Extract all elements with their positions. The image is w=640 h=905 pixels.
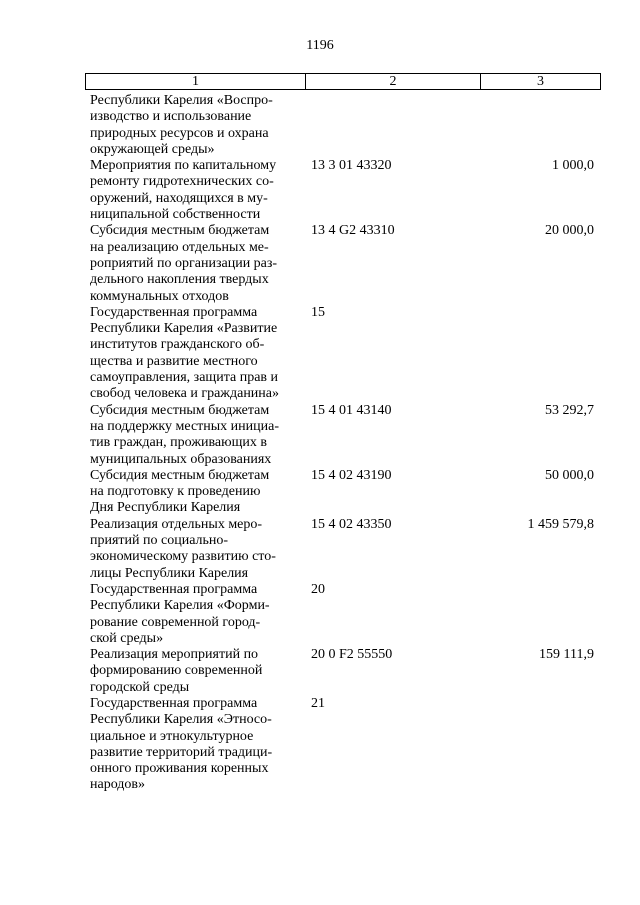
description-line: ниципальной собственности — [90, 207, 261, 223]
row-description — [90, 93, 302, 158]
table-body — [90, 93, 600, 794]
column-header-2: 2 — [306, 74, 481, 90]
row-description — [90, 517, 302, 582]
column-header-table — [85, 73, 601, 90]
description-line: формированию современной — [90, 663, 263, 679]
description-line: рование современной город- — [90, 614, 261, 630]
description-line: природных ресурсов и охрана — [90, 125, 269, 141]
description-line: Реализация мероприятий по — [90, 647, 259, 663]
column-header-row — [86, 74, 601, 90]
description-line: на реализацию отдельных ме- — [90, 239, 269, 255]
row-description — [90, 158, 302, 223]
table-row — [90, 582, 600, 647]
description-line: ремонту гидротехнических со- — [90, 174, 274, 190]
description-line: изводство и использование — [90, 109, 252, 125]
description-line: ской среды» — [90, 630, 164, 646]
description-line: щества и развитие местного — [90, 353, 258, 369]
description-line: роприятий по организации раз- — [90, 255, 278, 271]
table-row — [90, 696, 600, 794]
description-line: онного проживания коренных — [90, 761, 269, 777]
description-line: самоуправления, защита прав и — [90, 370, 279, 386]
description-line: Республики Карелия «Форми- — [90, 598, 270, 614]
description-line: Субсидия местным бюджетам — [90, 402, 270, 418]
description-line: Республики Карелия «Развитие — [90, 321, 278, 337]
row-amount: 159 111,9 — [539, 647, 594, 663]
row-description — [90, 647, 302, 696]
row-code: 15 4 02 43190 — [311, 467, 392, 483]
description-line: на подготовку к проведению — [90, 484, 261, 500]
description-line: народов» — [90, 777, 146, 793]
description-line: циальное и этнокультурное — [90, 728, 254, 744]
row-amount: 20 000,0 — [545, 223, 594, 239]
row-code: 13 3 01 43320 — [311, 158, 392, 174]
row-amount: 1 459 579,8 — [527, 516, 594, 532]
row-amount: 50 000,0 — [545, 467, 594, 483]
description-line: свобод человека и гражданина» — [90, 386, 280, 402]
description-line: дельного накопления твердых — [90, 272, 269, 288]
row-description — [90, 696, 302, 794]
description-line: Республики Карелия «Воспро- — [90, 93, 273, 108]
description-line: Государственная программа — [90, 695, 258, 711]
description-line: муниципальных образованиях — [90, 451, 272, 467]
row-description — [90, 305, 302, 403]
description-line: приятий по социально- — [90, 533, 229, 549]
description-line: Государственная программа — [90, 304, 258, 320]
description-line: лицы Республики Карелия — [90, 565, 249, 581]
description-line: окружающей среды» — [90, 141, 215, 157]
description-line: институтов гражданского об- — [90, 337, 265, 353]
row-description — [90, 468, 302, 517]
description-line: экономическому развитию сто- — [90, 549, 276, 565]
description-line: Мероприятия по капитальному — [90, 158, 277, 174]
row-code: 13 4 G2 43310 — [311, 223, 395, 239]
column-header-3: 3 — [481, 74, 601, 90]
description-line: городской среды — [90, 679, 190, 695]
table-row — [90, 468, 600, 517]
table-row — [90, 403, 600, 468]
table-row — [90, 647, 600, 696]
description-line: развитие территорий традици- — [90, 744, 273, 760]
description-line: Субсидия местным бюджетам — [90, 467, 270, 483]
row-code: 15 4 01 43140 — [311, 402, 392, 418]
description-line: коммунальных отходов — [90, 288, 229, 304]
table-row — [90, 93, 600, 158]
table-row — [90, 158, 600, 223]
row-description — [90, 223, 302, 304]
table-row — [90, 223, 600, 304]
row-code: 21 — [311, 695, 325, 711]
description-line: Дня Республики Карелия — [90, 500, 241, 516]
description-line: Реализация отдельных меро- — [90, 516, 263, 532]
row-code: 15 — [311, 304, 325, 320]
row-description — [90, 582, 302, 647]
row-code: 20 0 F2 55550 — [311, 647, 393, 663]
column-header-1: 1 — [86, 74, 306, 90]
description-line: Субсидия местным бюджетам — [90, 223, 270, 239]
table-row — [90, 305, 600, 403]
row-code: 15 4 02 43350 — [311, 516, 392, 532]
row-code: 20 — [311, 581, 325, 597]
row-amount: 53 292,7 — [545, 402, 594, 418]
description-line: Государственная программа — [90, 581, 258, 597]
description-line: на поддержку местных инициа- — [90, 418, 280, 434]
description-line: оружений, находящихся в му- — [90, 190, 268, 206]
description-line: Республики Карелия «Этносо- — [90, 712, 272, 728]
page-number: 1196 — [306, 38, 334, 53]
row-amount: 1 000,0 — [552, 158, 594, 174]
row-description — [90, 403, 302, 468]
table-row — [90, 517, 600, 582]
description-line: тив граждан, проживающих в — [90, 435, 267, 451]
